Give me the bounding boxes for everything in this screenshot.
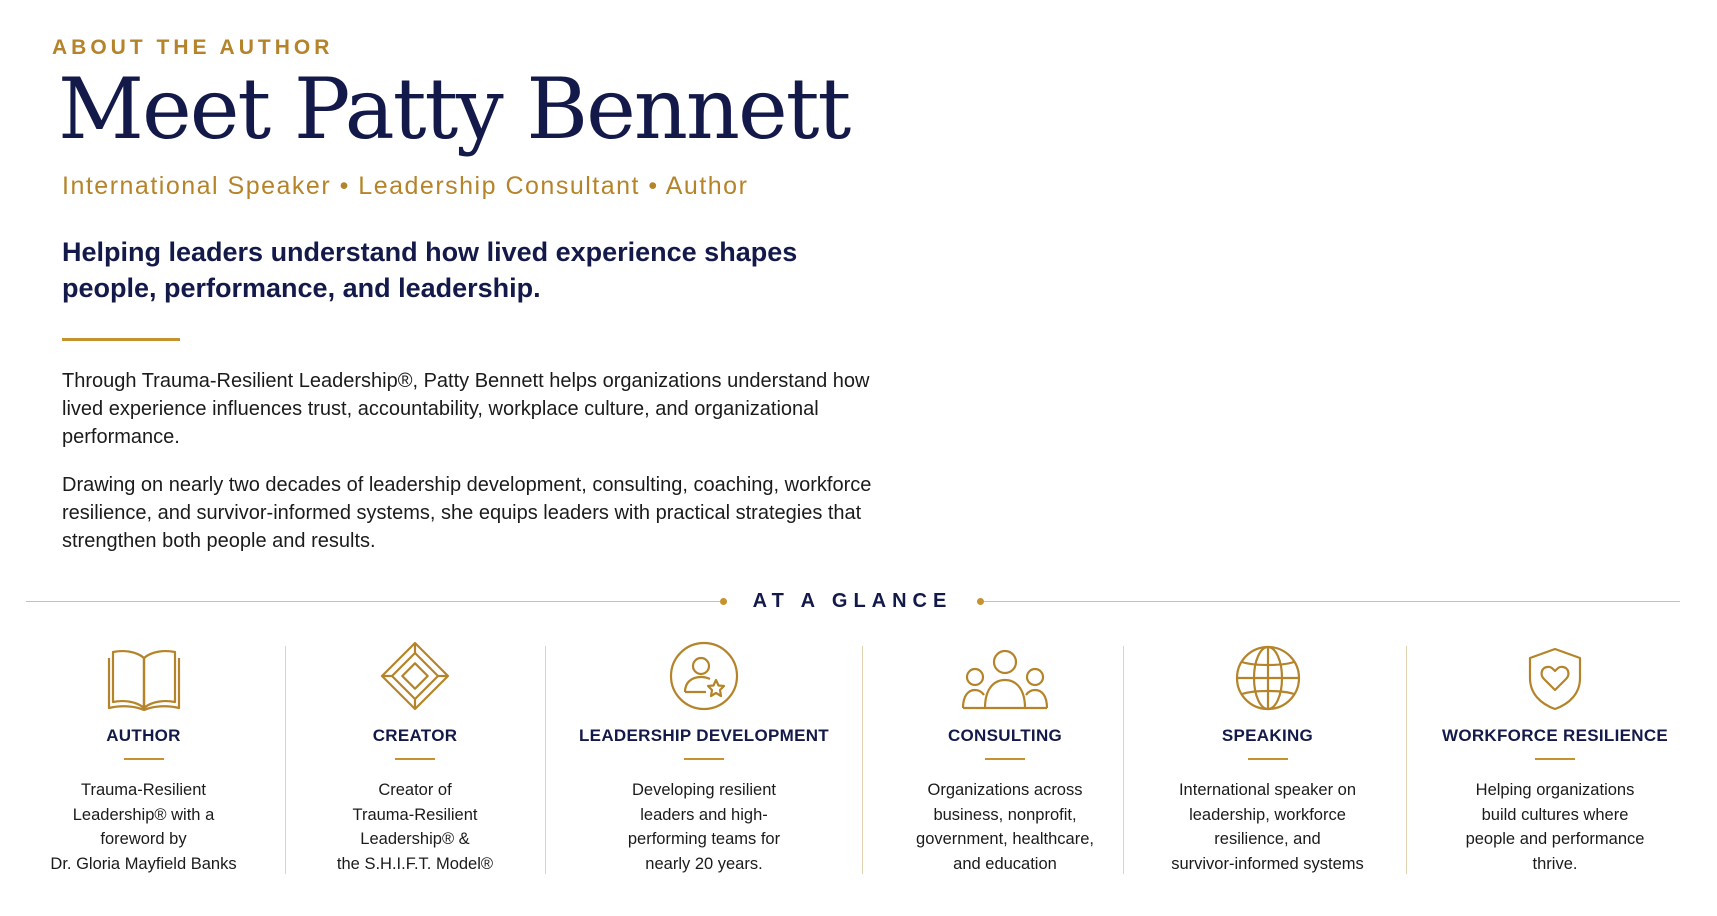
glance-item-workforce-resilience xyxy=(1420,636,1690,876)
column-divider xyxy=(1123,646,1124,874)
glance-item-author xyxy=(26,636,261,876)
glance-dot-right xyxy=(977,598,984,605)
glance-item-creator xyxy=(310,636,520,876)
glance-item-title: LEADERSHIP DEVELOPMENT xyxy=(579,726,829,745)
glance-item-desc: Developing resilient leaders and high- performing teams for nearly 20 years. xyxy=(627,781,781,873)
column-divider xyxy=(545,646,546,874)
glance-heading: AT A GLANCE xyxy=(752,590,953,612)
page-title: Meet Patty Bennett xyxy=(58,60,850,158)
glance-item-leadership-development xyxy=(562,636,846,876)
shield-heart-icon xyxy=(1526,646,1584,712)
glance-item-desc: Trauma-Resilient Leadership® with a foreword by Dr. Gloria Mayfield Banks xyxy=(50,781,237,873)
column-divider xyxy=(285,646,286,874)
glance-item-desc: Organizations across business, nonprofit, government, healthcare, and education xyxy=(916,781,1094,873)
glance-item-rule xyxy=(1248,758,1288,760)
person-star-icon xyxy=(668,640,740,712)
glance-item-speaking xyxy=(1140,636,1395,876)
glance-line-left xyxy=(26,601,720,602)
glance-item-desc: Helping organizations build cultures where people and performance thrive. xyxy=(1465,781,1645,873)
book-icon xyxy=(106,646,182,712)
glance-item-title: AUTHOR xyxy=(106,726,181,745)
glance-item-title: WORKFORCE RESILIENCE xyxy=(1441,726,1669,745)
glance-dot-left xyxy=(720,598,727,605)
glance-item-rule xyxy=(124,758,164,760)
subtitle: International Speaker • Leadership Consultant • Author xyxy=(62,172,749,200)
glance-item-consulting xyxy=(880,636,1130,876)
globe-icon xyxy=(1234,644,1302,712)
glance-item-title: SPEAKING xyxy=(1221,726,1314,745)
tagline: Helping leaders understand how lived experience shapes people, performance, and leadership. xyxy=(62,237,798,303)
column-divider xyxy=(1406,646,1407,874)
glance-item-desc: Creator of Trauma-Resilient Leadership® & the S.H.I.F.T. Model® xyxy=(336,781,494,873)
glance-item-rule xyxy=(1535,758,1575,760)
group-icon xyxy=(961,648,1049,712)
glance-item-rule xyxy=(985,758,1025,760)
diamond-icon xyxy=(379,640,451,712)
glance-line-right xyxy=(984,601,1680,602)
glance-item-rule xyxy=(684,758,724,760)
glance-item-desc: International speaker on leadership, workforce resilience, and survivor-informed systems xyxy=(1171,781,1364,873)
intro-paragraph: Through Trauma-Resilient Leadership®, Patty Bennett helps organizations understand how lived experience influences trust, accountability, workplace culture, and organizational performance. xyxy=(62,370,870,448)
short-divider xyxy=(62,338,180,341)
column-divider xyxy=(862,646,863,874)
background-paragraph: Drawing on nearly two decades of leadership development, consulting, coaching, workforce resilience, and survivor-informed systems, she equips leaders with practical strategies that strengthen both people and results. xyxy=(62,474,872,552)
glance-item-title: CREATOR xyxy=(372,726,458,745)
glance-item-rule xyxy=(395,758,435,760)
glance-item-title: CONSULTING xyxy=(947,726,1063,745)
eyebrow-label: ABOUT THE AUTHOR xyxy=(52,36,334,59)
